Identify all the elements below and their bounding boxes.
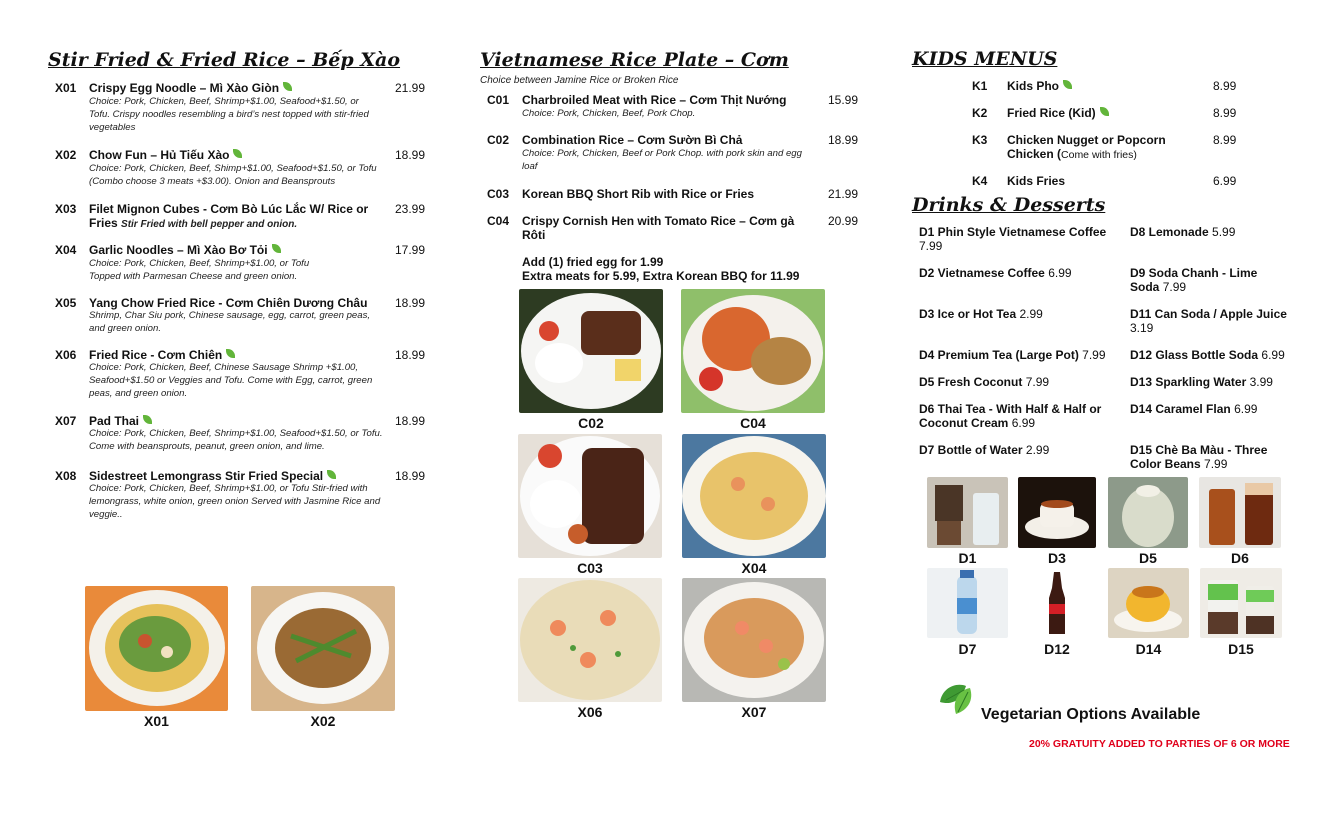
photo-caption: D12 xyxy=(1044,641,1070,657)
item-code: X04 xyxy=(55,243,77,257)
item-code: K1 xyxy=(972,79,988,93)
leaf-icon xyxy=(1100,107,1109,116)
item-code: K3 xyxy=(972,133,988,147)
menu-item-name: Kids Fries xyxy=(1007,174,1066,188)
food-photo-garlic-noodles xyxy=(682,434,826,558)
menu-item-name: Korean BBQ Short Rib with Rice or Fries xyxy=(522,187,755,201)
photo-caption: X06 xyxy=(577,704,603,720)
menu-item-name: Crispy Cornish Hen with Tomato Rice – Cơm gà Rôti xyxy=(522,214,795,242)
photo-caption: D14 xyxy=(1135,641,1162,657)
item-price: 21.99 xyxy=(395,81,426,95)
drink-photo-water-bottle xyxy=(927,568,1008,638)
menu-item-name: Pad Thai xyxy=(89,414,152,428)
item-price: 18.99 xyxy=(395,296,426,310)
vegetarian-note: Vegetarian Options Available xyxy=(981,706,1201,723)
photo-caption: D7 xyxy=(958,641,977,657)
drink-item: D5 Fresh Coconut 7.99 xyxy=(919,375,1050,389)
leaf-icon xyxy=(283,82,292,91)
item-description: Stir Fried with bell pepper and onion. xyxy=(121,219,298,230)
drink-item: D7 Bottle of Water 2.99 xyxy=(919,443,1050,457)
item-price: 8.99 xyxy=(1213,106,1237,120)
item-description: Choice: Pork, Chicken, Beef, Shrimp+$1.00, or Tofu Topped with Parmesan Cheese and green onion. xyxy=(89,258,310,282)
photo-caption: C04 xyxy=(740,415,766,431)
drink-item: D13 Sparkling Water 3.99 xyxy=(1130,375,1273,389)
item-code: C04 xyxy=(487,214,510,228)
rice-plate-section-title: Vietnamese Rice Plate – Cơm xyxy=(480,49,789,71)
menu-item-name: Charbroiled Meat with Rice – Cơm Thịt Nướng xyxy=(522,93,787,107)
menu-item-name: Crispy Egg Noodle – Mì Xào Giòn xyxy=(89,81,292,95)
drink-photo-glass-soda xyxy=(1018,568,1096,638)
leaf-icon xyxy=(233,149,242,158)
drink-photo-hot-tea xyxy=(1018,477,1096,548)
drink-photo-coconut xyxy=(1108,477,1188,548)
item-description: Choice: Pork, Chicken, Beef or Pork Chop. with pork skin and egg loaf xyxy=(522,148,802,172)
item-description: Choice: Pork, Chicken, Beef, Shrimp+$1.00, Seafood+$1.50, or Tofu. Come with beansprouts, peanut, green onion, and lime. xyxy=(89,428,383,452)
food-photo-cornish-hen xyxy=(681,289,825,413)
item-price: 21.99 xyxy=(828,187,859,201)
food-photo-chow-fun xyxy=(251,586,395,711)
drink-item: D14 Caramel Flan 6.99 xyxy=(1130,402,1258,416)
item-description: Choice: Pork, Chicken, Beef, Shrimp+$1.00, Seafood+$1.50, or Tofu. Crispy noodles resembling a bird’s nest topped with stir-fried vegetables xyxy=(89,96,369,133)
photo-caption: D3 xyxy=(1048,550,1066,566)
drinks-section-title: Drinks & Desserts xyxy=(912,194,1106,216)
item-code: C02 xyxy=(487,133,510,147)
item-price: 17.99 xyxy=(395,243,426,257)
item-code: K2 xyxy=(972,106,988,120)
item-description: Choice: Pork, Chicken, Beef, Chinese Sausage Shrimp +$1.00, Seafood+$1.50 or Veggies and Tofu. Come with Egg, carrot, green peas, and green onion. xyxy=(89,362,373,399)
drink-item: D1 Phin Style Vietnamese Coffee 7.99 xyxy=(919,225,1107,253)
addon-note: Add (1) fried egg for 1.99 xyxy=(522,255,664,269)
item-note: Come with fries) xyxy=(1061,149,1137,161)
drink-item: D4 Premium Tea (Large Pot) 7.99 xyxy=(919,348,1106,362)
drink-photo-phin-coffee xyxy=(927,477,1008,548)
food-photo-korean-bbq xyxy=(518,434,662,558)
drink-photo-caramel-flan xyxy=(1108,568,1189,638)
leaf-icon xyxy=(936,680,976,718)
photo-caption: D6 xyxy=(1231,550,1249,566)
menu-item-name: Fried Rice - Cơm Chiên xyxy=(89,348,235,362)
menu-item-name: Chicken Nugget or Popcorn Chicken (Come with fries) xyxy=(1007,133,1166,161)
stir-fried-section-title: Stir Fried & Fried Rice – Bếp Xào xyxy=(48,49,401,71)
menu-item-name: Yang Chow Fried Rice - Cơm Chiên Dương Châu xyxy=(89,296,368,310)
drink-item: D11 Can Soda / Apple Juice 3.19 xyxy=(1130,307,1287,335)
item-price: 18.99 xyxy=(828,133,859,147)
item-code: X05 xyxy=(55,296,77,310)
item-code: X01 xyxy=(55,81,77,95)
item-description: Choice: Pork, Chicken, Beef, Pork Chop. xyxy=(522,108,696,119)
photo-caption: D1 xyxy=(958,550,977,566)
menu-item-name: Combination Rice – Cơm Sườn Bì Chả xyxy=(522,133,743,147)
drink-item: D9 Soda Chanh - Lime Soda 7.99 xyxy=(1130,266,1258,294)
item-description: Choice: Pork, Chicken, Beef, Shrimp+$1.00, or Tofu Stir-fried with lemongrass, white onion, green onion Served with Jasmine Rice and veggie.. xyxy=(89,483,381,520)
item-code: X06 xyxy=(55,348,77,362)
drink-item: D8 Lemonade 5.99 xyxy=(1130,225,1236,239)
item-code: C03 xyxy=(487,187,510,201)
item-price: 23.99 xyxy=(395,202,426,216)
addon-note: Extra meats for 5.99, Extra Korean BBQ for 11.99 xyxy=(522,269,800,283)
item-price: 18.99 xyxy=(395,348,426,362)
item-price: 18.99 xyxy=(395,414,426,428)
item-price: 8.99 xyxy=(1213,79,1237,93)
leaf-icon xyxy=(226,349,235,358)
menu-item-name: Chow Fun – Hủ Tiếu Xào xyxy=(89,148,242,162)
drink-item: D6 Thai Tea - With Half & Half or Coconut Cream 6.99 xyxy=(919,402,1102,430)
photo-caption: D5 xyxy=(1139,550,1157,566)
photo-caption: X02 xyxy=(310,713,336,729)
food-photo-fried-rice xyxy=(518,578,662,702)
item-code: C01 xyxy=(487,93,510,107)
item-price: 20.99 xyxy=(828,214,859,228)
item-price: 8.99 xyxy=(1213,133,1237,147)
leaf-icon xyxy=(272,244,281,253)
item-code: K4 xyxy=(972,174,988,188)
item-price: 15.99 xyxy=(828,93,859,107)
leaf-icon xyxy=(1063,80,1072,89)
photo-caption: C02 xyxy=(578,415,604,431)
item-code: X07 xyxy=(55,414,77,428)
photo-caption: X04 xyxy=(741,560,767,576)
leaf-icon xyxy=(143,415,152,424)
drink-item: D2 Vietnamese Coffee 6.99 xyxy=(919,266,1072,280)
menu-item-name: Filet Mignon Cubes - Cơm Bò Lúc Lắc W/ Rice or Fries Stir Fried with bell pepper and onion. xyxy=(89,202,369,230)
menu-item-name: Garlic Noodles – Mì Xào Bơ Tỏi xyxy=(89,243,281,257)
item-description: Shrimp, Char Siu pork, Chinese sausage, egg, carrot, green peas, and green onion. xyxy=(89,310,371,334)
photo-caption: X07 xyxy=(741,704,767,720)
menu-item-name: Kids Pho xyxy=(1007,79,1072,93)
food-photo-combination-rice xyxy=(519,289,663,413)
drink-item: D15 Chè Ba Màu - Three Color Beans 7.99 xyxy=(1130,443,1268,471)
drink-item: D3 Ice or Hot Tea 2.99 xyxy=(919,307,1043,321)
drink-photo-three-color-beans xyxy=(1200,568,1282,638)
kids-section-title: KIDS MENUS xyxy=(912,48,1058,70)
food-photo-crispy-egg-noodle xyxy=(85,586,228,711)
menu-item-name: Sidestreet Lemongrass Stir Fried Special xyxy=(89,469,336,483)
photo-caption: X01 xyxy=(144,713,169,729)
photo-caption: D15 xyxy=(1228,641,1254,657)
item-code: X08 xyxy=(55,469,77,483)
item-code: X03 xyxy=(55,202,77,216)
item-price: 18.99 xyxy=(395,148,426,162)
photo-caption: C03 xyxy=(577,560,603,576)
rice-plate-subtitle: Choice between Jamine Rice or Broken Rice xyxy=(480,75,679,86)
leaf-icon xyxy=(327,470,336,479)
drink-photo-thai-tea xyxy=(1199,477,1281,548)
food-photo-pad-thai xyxy=(682,578,826,702)
item-code: X02 xyxy=(55,148,77,162)
item-price: 18.99 xyxy=(395,469,426,483)
item-price: 6.99 xyxy=(1213,174,1237,188)
drink-item: D12 Glass Bottle Soda 6.99 xyxy=(1130,348,1285,362)
gratuity-note: 20% GRATUITY ADDED TO PARTIES OF 6 OR MORE xyxy=(1029,738,1290,750)
menu-item-name: Fried Rice (Kid) xyxy=(1007,106,1109,120)
item-description: Choice: Pork, Chicken, Beef, Shimp+$1.00, Seafood+$1.50, or Tofu (Combo choose 3 meats +$3.00). Onion and Beansprouts xyxy=(89,163,377,187)
